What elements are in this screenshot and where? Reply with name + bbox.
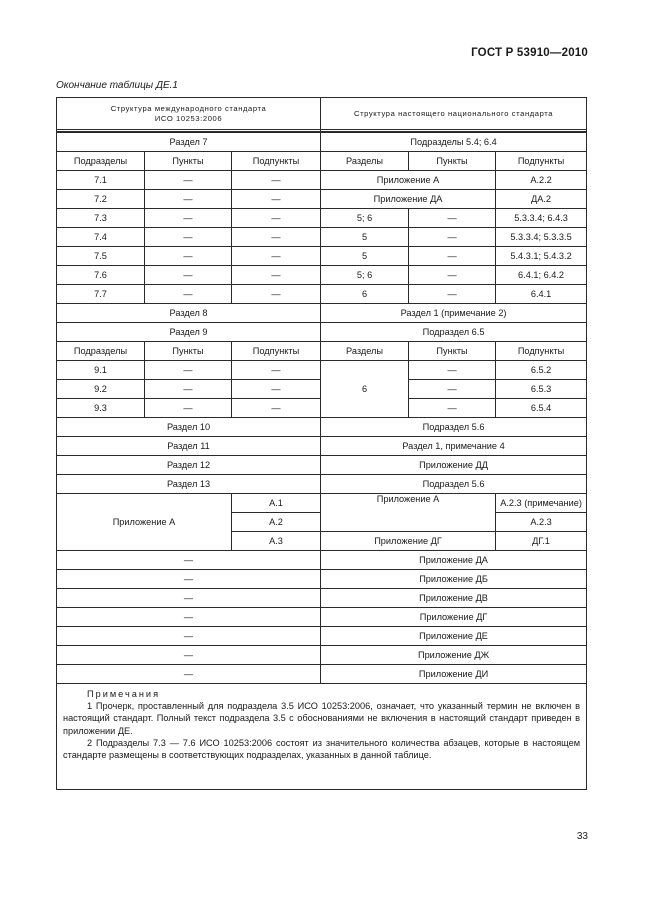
table-row: 7.4 — — 5 — 5.3.3.4; 5.3.3.5 [57, 228, 587, 247]
section-row: Раздел 11 Раздел 1, примечание 4 [57, 437, 587, 456]
notes-row [57, 684, 587, 790]
appendix-a-cell: Приложение А [57, 494, 232, 551]
table-row: — Приложение ДИ [57, 665, 587, 684]
notes-title: Примечания [87, 689, 161, 699]
national-structure-header: Структура настоящего национального стандарта [321, 98, 587, 130]
table-row: — Приложение ДБ [57, 570, 587, 589]
table-row: 7.3 — — 5; 6 — 5.3.3.4; 6.4.3 [57, 209, 587, 228]
table-row: 7.5 — — 5 — 5.4.3.1; 5.4.3.2 [57, 247, 587, 266]
table-row: 7.7 — — 6 — 6.4.1 [57, 285, 587, 304]
table-caption: Окончание таблицы ДЕ.1 [56, 80, 178, 91]
table-row: — Приложение ДЕ [57, 627, 587, 646]
correspondence-table [56, 97, 587, 790]
section-row: Раздел 10 Подраздел 5.6 [57, 418, 587, 437]
appendix-row: А.2 А.2.3 [57, 513, 587, 532]
note-1: 1 Прочерк, проставленный для подраздела 3.5 ИСО 10253:2006, означает, что указанный термин не включен в настоящий стандарт. Полный текст подраздела 3.5 с обоснованиями не включения в настоящий стандарт приведен в приложении ДЕ. [63, 701, 581, 736]
table-row: 9.2 — — — 6.5.3 [57, 380, 587, 399]
table-row: 7.2 — — Приложение ДА ДА.2 [57, 190, 587, 209]
section-row: Раздел 9 Подраздел 6.5 [57, 323, 587, 342]
section-row: Раздел 13 Подраздел 5.6 [57, 475, 587, 494]
section-row: Раздел 7 Подразделы 5.4; 6.4 [57, 132, 587, 152]
table-row: 7.1 — — Приложение А А.2.2 [57, 171, 587, 190]
table-row: — Приложение ДЖ [57, 646, 587, 665]
column-header-row: Подразделы Пункты Подпункты Разделы Пункты Подпункты [57, 342, 587, 361]
appendix-row: А.3 Приложение ДГ ДГ.1 [57, 532, 587, 551]
appendix-row: Приложение А А.1 Приложение А А.2.3 (примечание) [57, 494, 587, 513]
notes-block [57, 684, 587, 790]
table-row: — Приложение ДГ [57, 608, 587, 627]
section-row: Раздел 8 Раздел 1 (примечание 2) [57, 304, 587, 323]
table-row: 9.1 — — 6 — 6.5.2 [57, 361, 587, 380]
column-header-row: Подразделы Пункты Подпункты Разделы Пункты Подпункты [57, 152, 587, 171]
table-header-row [57, 98, 587, 130]
table-row: — Приложение ДВ [57, 589, 587, 608]
table-row: — Приложение ДА [57, 551, 587, 570]
document-code: ГОСТ Р 53910—2010 [471, 47, 588, 59]
note-2: 2 Подразделы 7.3 — 7.6 ИСО 10253:2006 состоят из значительного количества абзацев, которые в настоящем стандарте размещены в соответствующих подразделах, указанных в данной таблице. [63, 737, 581, 761]
section-row: Раздел 12 Приложение ДД [57, 456, 587, 475]
table-row: 9.3 — — — 6.5.4 [57, 399, 587, 418]
page-number: 33 [576, 831, 588, 842]
merged-section-cell: 6 [321, 361, 409, 418]
table-row: 7.6 — — 5; 6 — 6.4.1; 6.4.2 [57, 266, 587, 285]
international-structure-header: Структура международного стандарта ИСО 10253:2006 [57, 98, 321, 130]
